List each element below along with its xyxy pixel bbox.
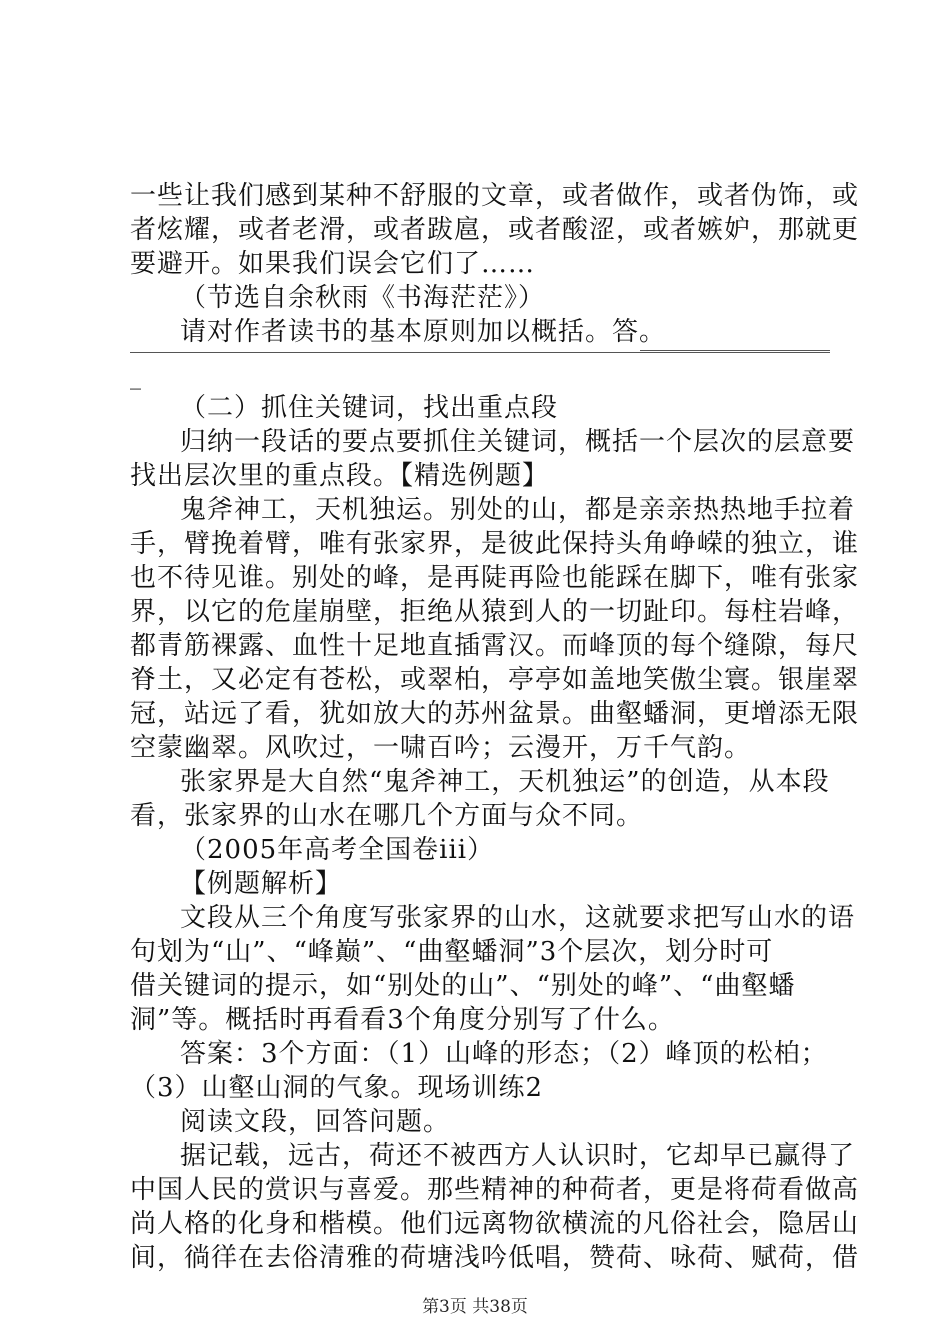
answer-blank-mark: _ bbox=[130, 365, 142, 390]
body-line: 据记载，远古，荷还不被西方人认识时，它却早已赢得了 bbox=[180, 1141, 856, 1171]
page-footer: 第3页 共38页 bbox=[422, 1297, 528, 1317]
question-line: 请对作者读书的基本原则加以概括。答。 bbox=[180, 317, 667, 347]
answer-blank-line bbox=[640, 350, 830, 351]
body-line: 鬼斧神工，天机独运。别处的山，都是亲亲热热地手拉着 bbox=[180, 495, 856, 525]
body-line: 要避开。如果我们误会它们了…… bbox=[130, 249, 536, 279]
source-citation: （节选自余秋雨《书海茫茫》） bbox=[180, 283, 546, 313]
body-line: 中国人民的赏识与喜爱。那些精神的种荷者，更是将荷看做高 bbox=[130, 1175, 860, 1205]
body-line: 文段从三个角度写张家界的山水，这就要求把写山水的语 bbox=[180, 903, 856, 933]
body-line: 者炫耀，或者老滑，或者跋扈，或者酸涩，或者嫉妒，那就更 bbox=[130, 215, 860, 245]
body-line: 也不待见谁。别处的峰，是再陡再险也能踩在脚下，唯有张家 bbox=[130, 563, 860, 593]
body-line: 归纳一段话的要点要抓住关键词，概括一个层次的层意要 bbox=[180, 427, 856, 457]
body-line: 张家界是大自然“鬼斧神工，天机独运”的创造，从本段 bbox=[180, 767, 830, 797]
body-line: 冠，站远了看，犹如放大的苏州盆景。曲壑蟠洞，更增添无限 bbox=[130, 699, 860, 729]
body-line: 脊土，又必定有苍松，或翠柏，亭亭如盖地笑傲尘寰。银崖翠 bbox=[130, 665, 860, 695]
body-line: 洞”等。概括时再看看3个角度分别写了什么。 bbox=[130, 1005, 675, 1035]
answer-blank-line bbox=[130, 352, 830, 353]
body-line: 句划为“山”、“峰巅”、“曲壑蟠洞”3个层次，划分时可 bbox=[130, 937, 774, 967]
body-line: 一些让我们感到某种不舒服的文章，或者做作，或者伪饰，或 bbox=[130, 181, 860, 211]
body-line: 空蒙幽翠。风吹过，一啸百吟；云漫开，万千气韵。 bbox=[130, 733, 752, 763]
section-heading: （二）抓住关键词，找出重点段 bbox=[180, 393, 559, 423]
body-line: 看，张家界的山水在哪几个方面与众不同。 bbox=[130, 801, 644, 831]
exam-source: （2005年高考全国卷iii） bbox=[180, 835, 495, 865]
body-line: 找出层次里的重点段。【精选例题】 bbox=[130, 461, 550, 491]
instruction-line: 阅读文段，回答问题。 bbox=[180, 1107, 451, 1137]
body-line: 手，臂挽着臂，唯有张家界，是彼此保持头角峥嵘的独立，谁 bbox=[130, 529, 860, 559]
body-line: 间，徜徉在去俗清雅的荷塘浅吟低唱，赞荷、咏荷、赋荷，借 bbox=[130, 1243, 860, 1273]
body-line: 尚人格的化身和楷模。他们远离物欲横流的凡俗社会，隐居山 bbox=[130, 1209, 860, 1239]
analysis-heading: 【例题解析】 bbox=[180, 869, 343, 899]
body-line: 界，以它的危崖崩壁，拒绝从猿到人的一切趾印。每柱岩峰， bbox=[130, 597, 860, 627]
body-line: 借关键词的提示，如“别处的山”、“别处的峰”、“曲壑蟠 bbox=[130, 971, 796, 1001]
answer-line: 答案：3个方面：（1）山峰的形态；（2）峰顶的松柏； bbox=[180, 1039, 828, 1069]
body-line: 都青筋裸露、血性十足地直插霄汉。而峰顶的每个缝隙，每尺 bbox=[130, 631, 860, 661]
answer-line: （3）山壑山洞的气象。现场训练2 bbox=[130, 1073, 544, 1103]
